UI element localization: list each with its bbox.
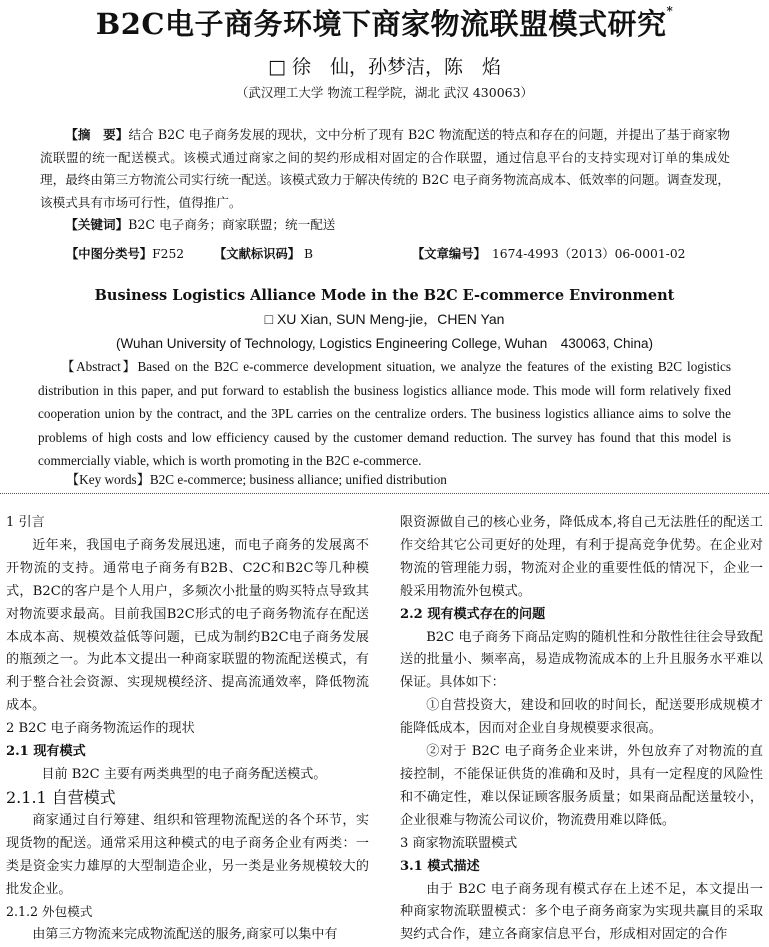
- article-number-value: 1674-4993（2013）06-0001-02: [492, 247, 686, 261]
- body-paragraph: 商家通过自行筹建、组织和管理物流配送的各个环节，实现货物的配送。通常采用这种模式的电子商务企业有两类：一类是资金实力雄厚的大型制造企业，另一类是业务规模较大的批发企业。: [6, 810, 369, 902]
- body-paragraph: 由于 B2C 电子商务现有模式存在上述不足，本文提出一种商家物流联盟模式：多个电子商务商家为实现共赢目的采取契约式合作，建立各商家信息平台，形成相对固定的合作: [400, 879, 763, 947]
- keywords-cn-label: 【关键词】: [65, 217, 128, 232]
- body-paragraph: ②对于 B2C 电子商务企业来讲，外包放弃了对物流的直接控制，不能保证供货的准确和及时，具有一定程度的风险性和不确定性，难以保证顾客服务质量；如果商品配送量较小，企业很难与物流公司议价，物流费用难以降低。: [400, 741, 763, 833]
- body-column-left: [6, 512, 369, 947]
- document-code-value: B: [304, 247, 313, 261]
- paper-title-text: B2C电子商务环境下商家物流联盟模式研究: [96, 7, 667, 41]
- document-code: [214, 244, 313, 262]
- abstract-cn-text: 结合 B2C 电子商务发展的现状，文中分析了现有 B2C 物流配送的特点和存在的问题，并提出了基于商家物流联盟的统一配送模式。该模式通过商家之间的契约形成相对固定的合作联盟，通过信息平台的支持实现对订单的集成处理，最终由第三方物流公司实行统一配送。该模式致力于解决传统的 B2C 电子商务物流高成本、低效率的问题。调查发现，该模式具有市场可行性，值得推广。: [40, 127, 730, 210]
- affiliation-cn: （武汉理工大学 物流工程学院，湖北 武汉 430063）: [0, 83, 769, 101]
- section-heading-3: 3 商家物流联盟模式: [400, 833, 763, 856]
- body-paragraph: B2C 电子商务下商品定购的随机性和分散性往往会导致配送的批量小、频率高，易造成物流成本的上升且服务水平难以保证。具体如下：: [400, 627, 763, 696]
- abstract-cn-paragraph: [40, 124, 730, 214]
- subsection-heading-2-2: 2.2 现有模式存在的问题: [400, 604, 763, 627]
- clc-number: [66, 244, 184, 262]
- section-heading-1: 1 引言: [6, 512, 369, 535]
- paper-title: [0, 2, 769, 43]
- section-divider: [0, 493, 769, 494]
- section-heading-2: 2 B2C 电子商务物流运作的现状: [6, 718, 369, 741]
- keywords-en-text: B2C e-commerce; business alliance; unified distribution: [150, 472, 447, 487]
- clc-value: F252: [152, 247, 184, 261]
- subsection-heading-2-1-2: 2.1.2 外包模式: [6, 901, 369, 924]
- abstract-en-label: 【Abstract】: [68, 359, 138, 374]
- abstract-en-paragraph: [38, 355, 731, 473]
- paper-title-en: Business Logistics Alliance Mode in the B2C E-commerce Environment: [0, 287, 769, 304]
- subsection-heading-2-1-1: 2.1.1 自营模式: [6, 787, 369, 810]
- article-number: [412, 244, 686, 262]
- title-footnote-mark: *: [667, 4, 674, 18]
- keywords-cn-text: B2C 电子商务；商家联盟；统一配送: [128, 217, 335, 232]
- clc-label: 【中图分类号】: [66, 246, 152, 261]
- abstract-cn-label: 【摘 要】: [65, 127, 128, 142]
- authors-en: □ XU Xian, SUN Meng-jie，CHEN Yan: [0, 309, 769, 329]
- body-paragraph: 由第三方物流来完成物流配送的服务,商家可以集中有: [6, 924, 369, 947]
- body-column-right: [400, 512, 763, 947]
- subsection-heading-2-1: 2.1 现有模式: [6, 741, 369, 764]
- abstract-cn: [40, 124, 730, 237]
- subsection-heading-3-1: 3.1 模式描述: [400, 856, 763, 879]
- affiliation-en: (Wuhan University of Technology, Logistics Engineering College, Wuhan 430063, China): [0, 332, 769, 352]
- keywords-cn: [40, 214, 730, 237]
- body-paragraph: ①自营投资大，建设和回收的时间长，配送要形成规模才能降低成本，因而对企业自身规模要求很高。: [400, 695, 763, 741]
- abstract-en-text: Based on the B2C e-commerce development situation, we analyze the features of the existing B2C logistics distribution in this paper, and put forward to establish the business logistics alliance mode. This mode will form relatively fixed cooperation union by the contract, and the 3PL carries on the centralize orders. The business logistics alliance aims to solve the problems of high costs and low efficiency caused by the customer demand reduction. The survey has found that this model is commercially viable, which is worth promoting in the B2C e-commerce.: [38, 359, 731, 468]
- body-paragraph: 近年来，我国电子商务发展迅速，而电子商务的发展离不开物流的支持。通常电子商务有B2B、C2C和B2C等几种模式，B2C的客户是个人用户，多频次小批量的购买特点导致其对物流要求最高。目前我国B2C形式的电子商务物流存在配送本成本高、规模效益低等问题，已成为制约B2C电子商务发展的瓶颈之一。为此本文提出一种商家联盟的物流配送模式，有利于整合社会资源、实现规模经济、提高流通效率，降低物流成本。: [6, 535, 369, 718]
- body-paragraph: 目前 B2C 主要有两类典型的电子商务配送模式。: [6, 764, 369, 787]
- article-number-label: 【文章编号】: [412, 246, 480, 261]
- abstract-en: [38, 355, 731, 473]
- keywords-en: [66, 469, 447, 488]
- keywords-en-label: 【Key words】: [66, 472, 150, 487]
- document-code-label: 【文献标识码】: [214, 246, 300, 261]
- body-paragraph: 限资源做自己的核心业务，降低成本,将自己无法胜任的配送工作交给其它公司更好的处理，有利于提高竞争优势。在企业对物流的管理能力弱，物流对企业的重要性低的情况下，企业一般采用物流外包模式。: [400, 512, 763, 604]
- authors-cn: □ 徐 仙，孙梦洁，陈 焰: [0, 52, 769, 79]
